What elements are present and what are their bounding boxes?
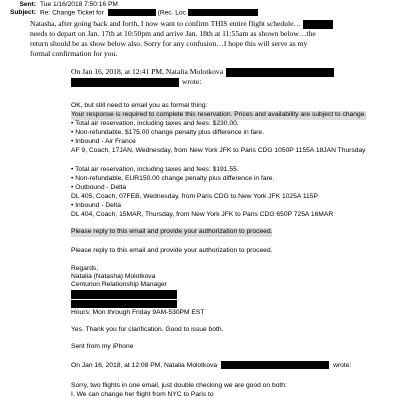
- subject-suffix: (Rec. Loc: [157, 9, 186, 17]
- thanks-line: Yes. Thank you for clarification. Good to issue both.: [71, 326, 224, 333]
- subject-row: [0, 9, 258, 17]
- bullet-nonref-2: • Non-refundable, EUR150.00 change penalty plus difference in fare.: [71, 175, 275, 182]
- sorry-line: Sorry, two flights in one email, just double checking we are good on both:: [71, 382, 287, 389]
- redaction-block: [226, 68, 334, 77]
- flight-af9: AF 9, Coach, 17JAN, Wednesday, from New York JFK to Paris CDG 1050P 1155A 18JAN Thursday: [71, 147, 366, 154]
- flight-dl405: DL 405, Coach, 07FEB, Wednesday, from Paris CDG to New York JFK 1025A 115P: [71, 193, 318, 200]
- subject-label: Subject:: [9, 9, 36, 17]
- authorization-line: Please reply to this email and provide your authorization to proceed.: [71, 247, 273, 254]
- bullet-nonref-1: • Non-refundable, $175.00 change penalty plus difference in fare.: [71, 129, 264, 136]
- subject-value: Re: Change Ticket for: [40, 9, 104, 17]
- ok-line: OK, but still need to email you as formal thing:: [71, 102, 208, 109]
- authorization-highlight: Please reply to this email and provide your authorization to proceed.: [71, 228, 273, 235]
- redaction-block: [221, 361, 329, 369]
- redaction-block: [108, 9, 156, 16]
- intro-text: Natasha, after going back and forth, I now want to confirm THIS entire flight schedule…: [30, 19, 302, 28]
- redaction-block: [71, 290, 177, 299]
- quote-wrote: wrote:: [333, 361, 352, 369]
- quote-header-2: [71, 361, 351, 370]
- intro-line-2: needs to depart on Jan. 17th at 10:50pm and arrive Jan. 18th at 11:55am as shown below…the: [30, 29, 316, 38]
- redaction-block: [71, 300, 177, 308]
- bullet-total-2: • Total air reservation, including taxes and fees: $191.55.: [71, 166, 239, 173]
- redaction-block: [71, 78, 179, 87]
- quote-header-1b: [71, 77, 201, 87]
- sent-value: Tue 1/16/2018 7:50:16 PM: [40, 1, 118, 8]
- bullet-outbound-delta: • Outbound - Delta: [71, 184, 127, 191]
- flight-dl404: DL 404, Coach, 15MAR, Thursday, from New York JFK to Paris CDG 650P 725A 16MAR: [71, 211, 334, 218]
- regards: Regards,: [71, 265, 99, 272]
- signature-title: Centurion Relationship Manager: [71, 281, 167, 288]
- signature-hours: Hours: Mon through Friday 9AM-530PM EST: [71, 309, 205, 316]
- redaction-block: [188, 9, 258, 16]
- redaction-block: [303, 20, 333, 29]
- sent-row: [0, 1, 118, 9]
- sent-from-iphone: Sent from my iPhone: [71, 343, 134, 350]
- intro-line-1: [30, 19, 333, 29]
- required-line: Your response is required to complete this reservation. Prices and availability are subject to change.: [71, 111, 367, 118]
- intro-line-4: formal confirmation for you.: [30, 49, 118, 58]
- bullet-total-1: • Total air reservation, including taxes and fees: $230.00.: [71, 120, 239, 127]
- intro-line-3: return should be as show below also. Sorry for any confusion…I hope this will serve as my: [30, 39, 308, 48]
- bullet-inbound-af: • Inbound - Air France: [71, 138, 136, 145]
- sent-label: Sent:: [19, 1, 36, 8]
- quote-header-text: On Jan 16, 2018, at 12:41 PM, Natalia Molotkova: [71, 67, 224, 76]
- bullet-inbound-delta: • Inbound - Delta: [71, 202, 121, 209]
- change-line: I. We can change her flight from NYC to Paris to: [71, 391, 214, 398]
- signature-name: Natalia (Natasha) Molotkova: [71, 273, 156, 280]
- quote-header-text: On Jan 16, 2018, at 12:08 PM, Natalia Molotkova: [71, 361, 218, 369]
- quote-header-1: [71, 67, 334, 77]
- quote-wrote: wrote:: [182, 77, 202, 86]
